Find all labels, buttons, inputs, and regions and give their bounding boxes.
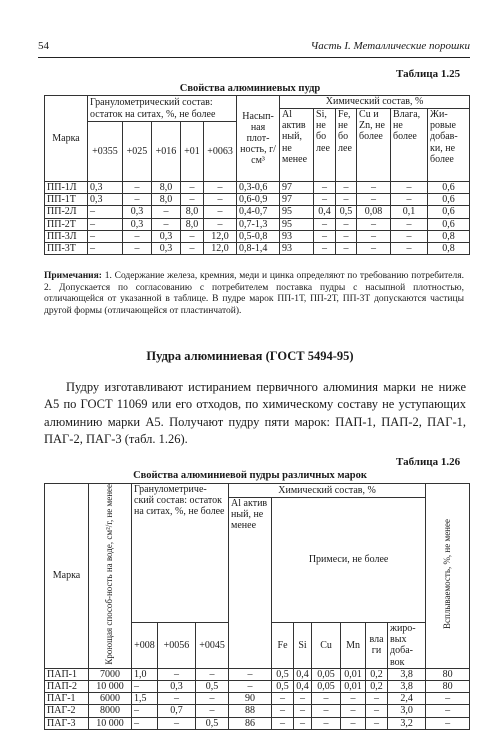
col-header-impurity-fe: Fe [272,622,294,668]
table-cell: – [357,218,391,230]
table-cell: – [181,182,204,194]
table-cell: – [314,218,336,230]
table-1-25-notes [44,271,464,317]
table-row [45,705,470,717]
table-cell: – [204,206,237,218]
row-marka-cell: ПП-2Л [45,206,88,218]
table-cell: – [341,705,366,717]
table-cell: 3,8 [388,681,426,693]
col-header-cu-zn: Cu и Zn, не более [357,109,391,182]
table-cell: – [88,206,123,218]
table-cell: – [426,717,470,729]
header-rule [38,57,470,58]
table-cell: 0,5 [272,681,294,693]
table-cell: – [204,182,237,194]
table-cell: 0,4 [314,206,336,218]
table-1-26 [44,483,470,730]
table-cell: 7000 [89,668,132,680]
table-cell: – [426,705,470,717]
table-cell: 86 [229,717,272,729]
row-marka-cell: ПАГ-3 [45,717,89,729]
table-cell: 0,6-0,9 [237,194,280,206]
table-cell: 0,4 [294,668,312,680]
table-cell: – [181,194,204,206]
table-cell: – [314,242,336,254]
col-header-impurity-moisture: вла ги [366,622,388,668]
table-cell: 0,5 [272,668,294,680]
table-1-25-caption: Свойства алюминиевых пудр [179,83,321,94]
col-header-sieve: +025 [123,122,152,182]
table-cell: – [88,230,123,242]
table-cell: 8,0 [181,206,204,218]
table-row [45,681,470,693]
table-cell: 0,3-0,6 [237,182,280,194]
table-cell: – [366,693,388,705]
table-cell: 0,5 [196,681,229,693]
table-cell: – [158,668,196,680]
table-cell: – [357,230,391,242]
table-cell: 0,3 [123,218,152,230]
col-header-sieve: +0045 [196,622,229,668]
table-row [45,668,470,680]
table-1-26-label: Таблица 1.26 [396,456,461,468]
page-header [38,40,470,56]
table-cell: 0,6 [428,218,470,230]
table-cell: – [294,717,312,729]
table-cell: 88 [229,705,272,717]
table-cell: – [123,182,152,194]
table-cell: 0,2 [366,681,388,693]
row-marka-cell: ПП-3Л [45,230,88,242]
table-cell: – [391,218,428,230]
col-header-impurity-cu: Cu [312,622,341,668]
table-cell: – [229,681,272,693]
table-cell: 0,6 [428,194,470,206]
col-header-al-active: Al актив ный, не менее [229,498,272,669]
table-cell: 0,6 [428,182,470,194]
table-cell: 0,3 [123,206,152,218]
table-cell: – [123,230,152,242]
table-cell: 1,0 [132,668,158,680]
col-header-bulk-density: Насып-ная плот-ность, г/см³ [237,96,280,182]
table-cell: 0,8-1,4 [237,242,280,254]
col-header-moisture: Влага, не более [391,109,428,182]
table-1-26-body [45,668,470,729]
table-cell: – [132,705,158,717]
table-cell: – [272,705,294,717]
table-cell: – [272,717,294,729]
table-cell: 0,3 [152,230,181,242]
table-cell: – [229,668,272,680]
col-header-impurity-fat: жиро-вых доба-вок [388,622,426,668]
table-cell: – [196,668,229,680]
row-marka-cell: ПАГ-2 [45,705,89,717]
notes-text: 1. Содержание железа, кремния, меди и цинка определяют по требованию потребителя. 2. Допускается по согласованию с потребителем поставка пудры с насыпной плотностью, отличающейся от указанной в таблице. В пудре марок ПП-1Т, ПП-2Т, ПП-3Т допускаются частицы другой формы (отличающейся от пластинчатой). [44,271,464,316]
table-cell: – [357,194,391,206]
table-cell: – [132,681,158,693]
col-header-impurity-si: Si [294,622,312,668]
col-header-fe: Fe, не бо лее [336,109,357,182]
table-cell: 0,05 [312,681,341,693]
col-header-covering-power: Кроющая способ-ность на воде, см²/г, не менее [89,484,132,669]
table-cell: – [336,242,357,254]
table-cell: 0,3 [88,182,123,194]
table-cell: 95 [280,218,314,230]
col-header-al-active: Al актив ный, не менее [280,109,314,182]
table-cell: 0,8 [428,242,470,254]
row-marka-cell: ПП-1Л [45,182,88,194]
table-cell: – [204,194,237,206]
table-cell: 2,4 [388,693,426,705]
table-cell: – [391,230,428,242]
col-header-marka: Марка [45,484,89,669]
table-cell: – [88,218,123,230]
col-header-sieve: +01 [181,122,204,182]
row-marka-cell: ПП-3Т [45,242,88,254]
col-header-chemical: Химический состав, % [229,484,426,498]
table-cell: – [158,693,196,705]
table-cell: 0,5 [196,717,229,729]
col-header-floatability: Всплываемость, %, не менее [426,484,470,669]
table-cell: 0,1 [391,206,428,218]
table-cell: 95 [280,206,314,218]
table-cell: 0,5-0,8 [237,230,280,242]
row-marka-cell: ПАП-1 [45,668,89,680]
table-cell: 97 [280,182,314,194]
table-cell: 0,05 [312,668,341,680]
table-cell: – [204,218,237,230]
table-cell: – [158,717,196,729]
table-cell: – [314,230,336,242]
table-cell: 0,01 [341,681,366,693]
table-cell: – [391,194,428,206]
table-cell: 1,5 [132,693,158,705]
row-marka-cell: ПП-1Т [45,194,88,206]
col-header-sieve: +0355 [88,122,123,182]
col-header-sieve: +0056 [158,622,196,668]
table-cell: 0,08 [357,206,391,218]
table-cell: 80 [426,681,470,693]
table-cell: 8,0 [181,218,204,230]
col-header-sieve: +008 [132,622,158,668]
table-cell: 8000 [89,705,132,717]
table-cell: – [426,693,470,705]
table-cell: – [366,717,388,729]
table-cell: 0,6 [428,206,470,218]
col-header-granulometric: Гранулометриче-ский состав: остаток на ситах, %, не более [132,484,229,623]
table-cell: – [312,705,341,717]
table-1-25 [44,95,470,255]
table-cell: 80 [426,668,470,680]
running-title: Часть I. Металлические порошки [310,40,470,52]
table-cell: 0,3 [158,681,196,693]
table-cell: 0,4 [294,681,312,693]
table-cell: – [123,242,152,254]
table-row [45,218,470,230]
table-cell: 0,5 [336,206,357,218]
table-cell: – [336,194,357,206]
table-cell: 0,3 [88,194,123,206]
table-cell: – [132,717,158,729]
table-cell: – [314,194,336,206]
table-cell: 0,4-0,7 [237,206,280,218]
table-cell: 93 [280,230,314,242]
table-row [45,693,470,705]
table-cell: 12,0 [204,242,237,254]
row-marka-cell: ПП-2Т [45,218,88,230]
table-cell: 0,7-1,3 [237,218,280,230]
table-cell: – [312,717,341,729]
table-cell: 90 [229,693,272,705]
table-cell: 0,3 [152,242,181,254]
section-title: Пудра алюминиевая (ГОСТ 5494-95) [146,349,354,363]
table-1-25-body [45,182,470,255]
table-cell: 0,2 [366,668,388,680]
table-cell: 12,0 [204,230,237,242]
table-1-25-label: Таблица 1.25 [396,68,461,80]
page-number: 54 [38,40,49,52]
table-cell: 8,0 [152,194,181,206]
col-header-marka: Марка [45,96,88,182]
col-header-impurity-mn: Mn [341,622,366,668]
col-header-impurities: Примеси, не более [272,498,426,623]
table-cell: – [152,218,181,230]
table-cell: – [341,717,366,729]
col-header-granulometric: Гранулометрический состав: [88,96,237,109]
table-row [45,182,470,194]
table-cell: – [294,693,312,705]
table-cell: – [312,693,341,705]
table-cell: 3,0 [388,705,426,717]
table-cell: 3,8 [388,668,426,680]
table-cell: – [181,230,204,242]
table-cell: – [336,182,357,194]
table-cell: – [294,705,312,717]
col-header-fat-additives: Жи-ровые добав-ки, не более [428,109,470,182]
table-cell: 0,7 [158,705,196,717]
table-cell: 3,2 [388,717,426,729]
col-header-chemical: Химический состав, % [280,96,470,109]
table-cell: 0,01 [341,668,366,680]
table-cell: – [181,242,204,254]
table-cell: – [123,194,152,206]
table-row [45,206,470,218]
col-header-sieve: +0063 [204,122,237,182]
table-cell: – [88,242,123,254]
notes-label: Примечания: [44,271,102,281]
table-cell: 97 [280,194,314,206]
table-cell: 93 [280,242,314,254]
table-cell: – [391,182,428,194]
col-header-sieve: +016 [152,122,181,182]
table-cell: – [272,693,294,705]
table-cell: – [152,206,181,218]
table-row [45,242,470,254]
table-cell: – [341,693,366,705]
table-cell: 0,8 [428,230,470,242]
table-cell: – [336,218,357,230]
table-cell: – [357,182,391,194]
table-cell: – [391,242,428,254]
table-cell: – [196,705,229,717]
table-row [45,717,470,729]
table-row [45,194,470,206]
table-cell: – [314,182,336,194]
table-cell: 8,0 [152,182,181,194]
row-marka-cell: ПАГ-1 [45,693,89,705]
row-marka-cell: ПАП-2 [45,681,89,693]
table-cell: – [366,705,388,717]
table-cell: – [196,693,229,705]
table-cell: – [357,242,391,254]
col-header-granulometric-sub: остаток на ситах, %, не более [88,109,237,122]
table-cell: – [336,230,357,242]
section-paragraph: Пудру изготавливают истиранием первичного алюминия марки не ниже А5 по ГОСТ 11069 или его отходов, по химическому составу не уступающих алюминию марки А5. Получают пудру пяти марок: ПАП-1, ПАП-2, ПАГ-1, ПАГ-2, ПАГ-3 (табл. 1.26). [44,380,466,446]
table-1-26-caption: Свойства алюминиевой пудры различных марок [133,470,367,481]
table-cell: 10 000 [89,717,132,729]
col-header-si: Si, не бо лее [314,109,336,182]
table-cell: 10 000 [89,681,132,693]
table-row [45,230,470,242]
table-cell: 6000 [89,693,132,705]
